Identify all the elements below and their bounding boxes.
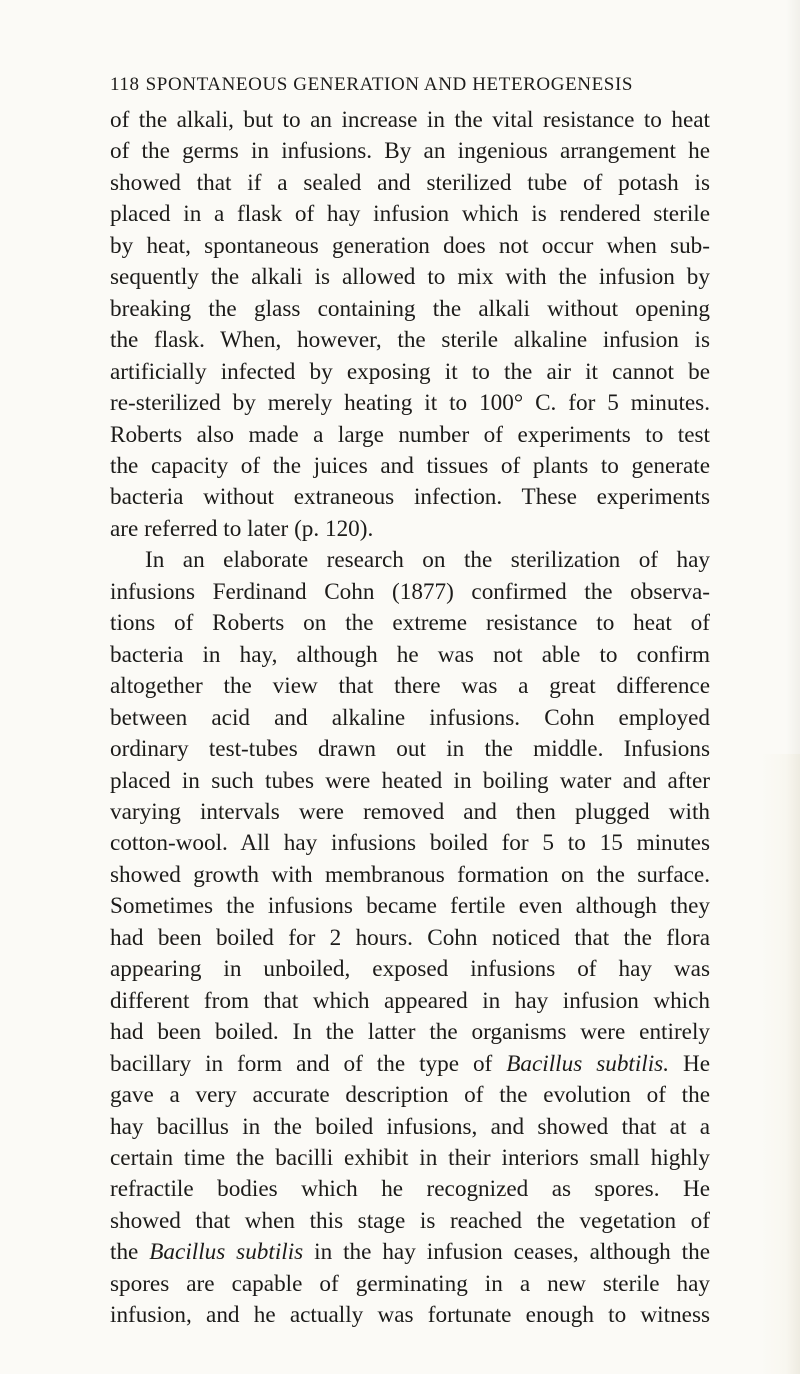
text-segment: bacillary in form and of the type of [110, 1050, 493, 1077]
text-line: by heat, spontaneous generation does not occur when sub- [110, 232, 710, 259]
text-line: artificially infected by exposing it to the air it cannot be [110, 358, 710, 385]
text-line: sequently the alkali is allowed to mix with the infusion by [110, 264, 710, 291]
text-line: the flask. When, however, the sterile alkaline infusion is [110, 327, 710, 354]
paragraph-first-line: In an elaborate research on the sterilization of hay [145, 547, 710, 574]
text-line: had been boiled. In the latter the organisms were entirely [110, 1019, 710, 1046]
text-line: infusions Ferdinand Cohn (1877) confirmed the observa- [110, 578, 710, 605]
text-line: gave a very accurate description of the evolution of the [110, 1082, 710, 1109]
text-segment: He [669, 1050, 711, 1077]
text-line: tions of Roberts on the extreme resistance to heat of [110, 610, 710, 637]
running-title: SPONTANEOUS GENERATION AND HETEROGENESIS [145, 74, 634, 95]
text-line: had been boiled for 2 hours. Cohn noticed that the flora [110, 924, 710, 951]
text-line: ordinary test-tubes drawn out in the middle. Infusions [110, 736, 710, 763]
running-head [110, 72, 710, 98]
text-line: hay bacillus in the boiled infusions, and showed that at a [110, 1113, 710, 1140]
text-line: re-sterilized by merely heating it to 100° C. for 5 minutes. [110, 390, 710, 417]
text-line: showed that when this stage is reached the vegetation of [110, 1207, 710, 1234]
book-page [110, 72, 710, 1332]
text-line: breaking the glass containing the alkali without opening [110, 295, 710, 322]
text-line: placed in a flask of hay infusion which is rendered sterile [110, 201, 710, 228]
body-text [110, 105, 710, 1332]
text-line: are referred to later (p. 120). [110, 515, 374, 542]
species-name: Bacillus subtilis [149, 1239, 304, 1266]
text-line: placed in such tubes were heated in boiling water and after [110, 767, 710, 794]
text-line: varying intervals were removed and then plugged with [110, 798, 710, 825]
text-line-with-italic [110, 1049, 710, 1080]
text-line: Roberts also made a large number of experiments to test [110, 421, 710, 448]
text-segment: in the hay infusion ceases, although the [303, 1239, 711, 1266]
text-line: of the alkali, but to an increase in the vital resistance to heat [110, 107, 710, 133]
page-number: 118 [110, 74, 140, 95]
text-line: infusion, and he actually was fortunate enough to witness [110, 1302, 710, 1329]
text-line: altogether the view that there was a great difference [110, 673, 710, 700]
text-line-with-italic [110, 1237, 710, 1268]
text-segment: the [110, 1239, 139, 1266]
text-line: bacteria without extraneous infection. These experiments [110, 484, 710, 511]
text-line: refractile bodies which he recognized as spores. He [110, 1176, 710, 1203]
text-line: certain time the bacilli exhibit in their interiors small highly [110, 1144, 710, 1171]
text-line: showed growth with membranous formation on the surface. [110, 861, 710, 888]
text-line: of the germs in infusions. By an ingenious arrangement he [110, 138, 710, 165]
page-edge-tint [760, 754, 800, 1374]
text-line: spores are capable of germinating in a new sterile hay [110, 1270, 710, 1297]
text-line: Sometimes the infusions became fertile even although they [110, 893, 710, 920]
text-line: between acid and alkaline infusions. Cohn employed [110, 704, 710, 731]
text-line: different from that which appeared in hay infusion which [110, 987, 710, 1014]
species-name: Bacillus subtilis. [506, 1050, 670, 1077]
text-line: the capacity of the juices and tissues of plants to generate [110, 452, 710, 479]
text-line: showed that if a sealed and sterilized tube of potash is [110, 169, 710, 196]
text-line: bacteria in hay, although he was not able to confirm [110, 641, 710, 668]
text-line: cotton-wool. All hay infusions boiled for 5 to 15 minutes [110, 830, 710, 857]
text-line: appearing in unboiled, exposed infusions of hay was [110, 956, 710, 983]
